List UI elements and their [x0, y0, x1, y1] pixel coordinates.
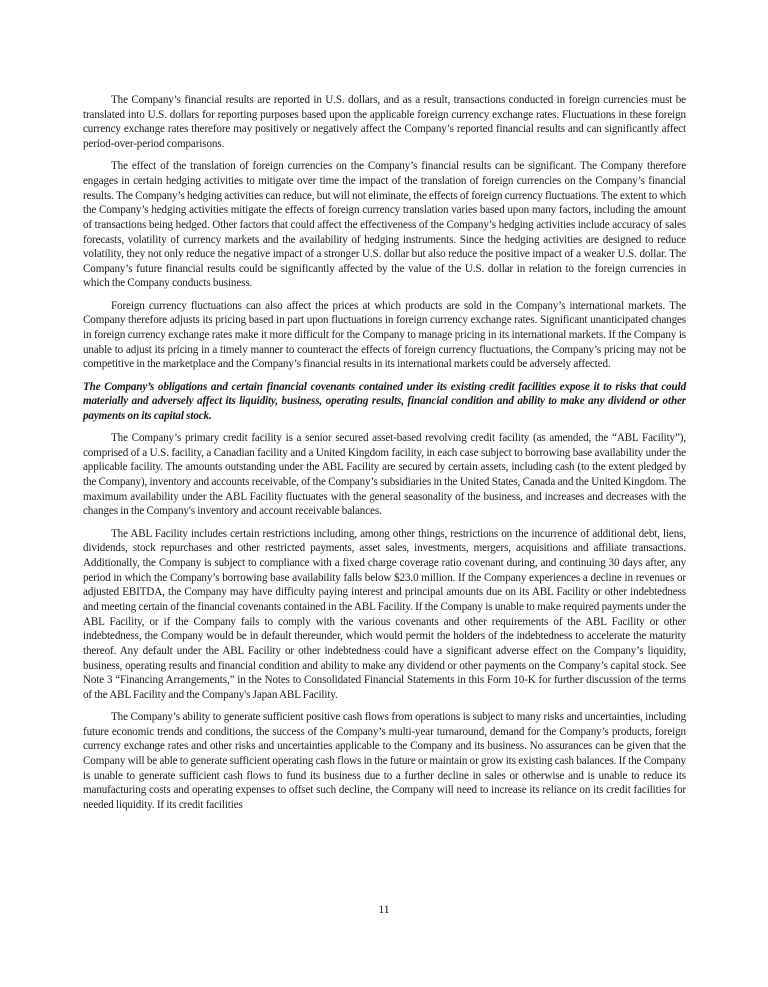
paragraph-abl-restrictions: The ABL Facility includes certain restrictions including, among other things, restrictions on the incurrence of additional debt, liens, dividends, stock repurchases and other restricted payments, asset sales, investments, mergers, acquisitions and affiliate transactions. Additionally, the Company is subject to compliance with a fixed charge coverage ratio covenant during, and continuing 30 days after, any period in which the Company’s borrowing base availability falls below $23.0 million. If the Company experiences a decline in revenues or adjusted EBITDA, the Company may have difficulty paying interest and principal amounts due on its ABL Facility or other indebtedness and meeting certain of the financial covenants contained in the ABL Facility. If the Company is unable to make required payments under the ABL Facility, or if the Company fails to comply with the various covenants and other requirements of the ABL Facility or other indebtedness, the Company would be in default thereunder, which would permit the holders of the indebtedness to accelerate the maturity thereof. Any default under the ABL Facility or other indebtedness could have a significant adverse effect on the Company’s liquidity, business, operating results and financial condition and ability to make any dividend or other payments on the Company’s capital stock. See Note 3 “Financing Arrangements,” in the Notes to Consolidated Financial Statements in this Form 10-K for further discussion of the terms of the ABL Facility and the Company's Japan ABL Facility.: [83, 527, 686, 701]
paragraph-pricing: Foreign currency fluctuations can also affect the prices at which products are sold in the Company’s international markets. The Company therefore adjusts its pricing based in part upon fluctuations in foreign currency exchange rates. Significant unanticipated changes in foreign currency exchange rates make it more difficult for the Company to manage pricing in its international markets. If the Company is unable to adjust its pricing in a timely manner to counteract the effects of foreign currency fluctuations, the Company’s pricing may not be competitive in the marketplace and the Company’s financial results in its international markets could be adversely affected.: [83, 299, 686, 371]
paragraph-currency-reporting: The Company’s financial results are reported in U.S. dollars, and as a result, transactions conducted in foreign currencies must be translated into U.S. dollars for reporting purposes based upon the applicable foreign currency exchange rates. Fluctuations in these foreign currency exchange rates therefore may positively or negatively affect the Company’s reported financial results and can significantly affect period-over-period comparisons.: [83, 94, 686, 150]
paragraph-abl-facility: The Company’s primary credit facility is a senior secured asset-based revolving credit facility (as amended, the “ABL Facility”), comprised of a U.S. facility, a Canadian facility and a United Kingdom facility, in each case subject to borrowing base availability under the applicable facility. The amounts outstanding under the ABL Facility are secured by certain assets, including cash (to the extent pledged by the Company), inventory and accounts receivable, of the Company’s subsidiaries in the United States, Canada and the United Kingdom. The maximum availability under the ABL Facility fluctuates with the general seasonality of the business, and increases and decreases with the changes in the Company's inventory and account receivable balances.: [83, 432, 686, 518]
document-page: [83, 93, 686, 820]
paragraph-hedging: The effect of the translation of foreign currencies on the Company’s financial results can be significant. The Company therefore engages in certain hedging activities to mitigate over time the impact of the translation of foreign currencies on the Company’s financial results. The Company’s hedging activities can reduce, but will not eliminate, the effects of foreign currency fluctuations. The extent to which the Company’s hedging activities mitigate the effects of foreign currency translation varies based upon many factors, including the amount of transactions being hedged. Other factors that could affect the effectiveness of the Company’s hedging activities include accuracy of sales forecasts, volatility of currency markets and the availability of hedging instruments. Since the hedging activities are designed to reduce volatility, they not only reduce the negative impact of a stronger U.S. dollar but also reduce the positive impact of a weaker U.S. dollar. The Company’s future financial results could be significantly affected by the value of the U.S. dollar in relation to the foreign currencies in which the Company conducts business.: [83, 160, 686, 290]
risk-factor-heading: The Company’s obligations and certain financial covenants contained under its existing credit facilities expose it to risks that could materially and adversely affect its liquidity, business, operating results, financial condition and ability to make any dividend or other payments on its capital stock.: [83, 380, 686, 422]
paragraph-cash-flows: The Company’s ability to generate sufficient positive cash flows from operations is subject to many risks and uncertainties, including future economic trends and conditions, the success of the Company’s multi-year turnaround, demand for the Company’s products, foreign currency exchange rates and other risks and uncertainties applicable to the Company and its business. No assurances can be given that the Company will be able to generate sufficient operating cash flows in the future or maintain or grow its existing cash balances. If the Company is unable to generate sufficient cash flows to fund its business due to a further decline in sales or otherwise and is unable to reduce its manufacturing costs and operating expenses to offset such decline, the Company will need to increase its reliance on its credit facilities for needed liquidity. If its credit facilities: [83, 711, 686, 812]
page-number: 11: [378, 904, 390, 916]
